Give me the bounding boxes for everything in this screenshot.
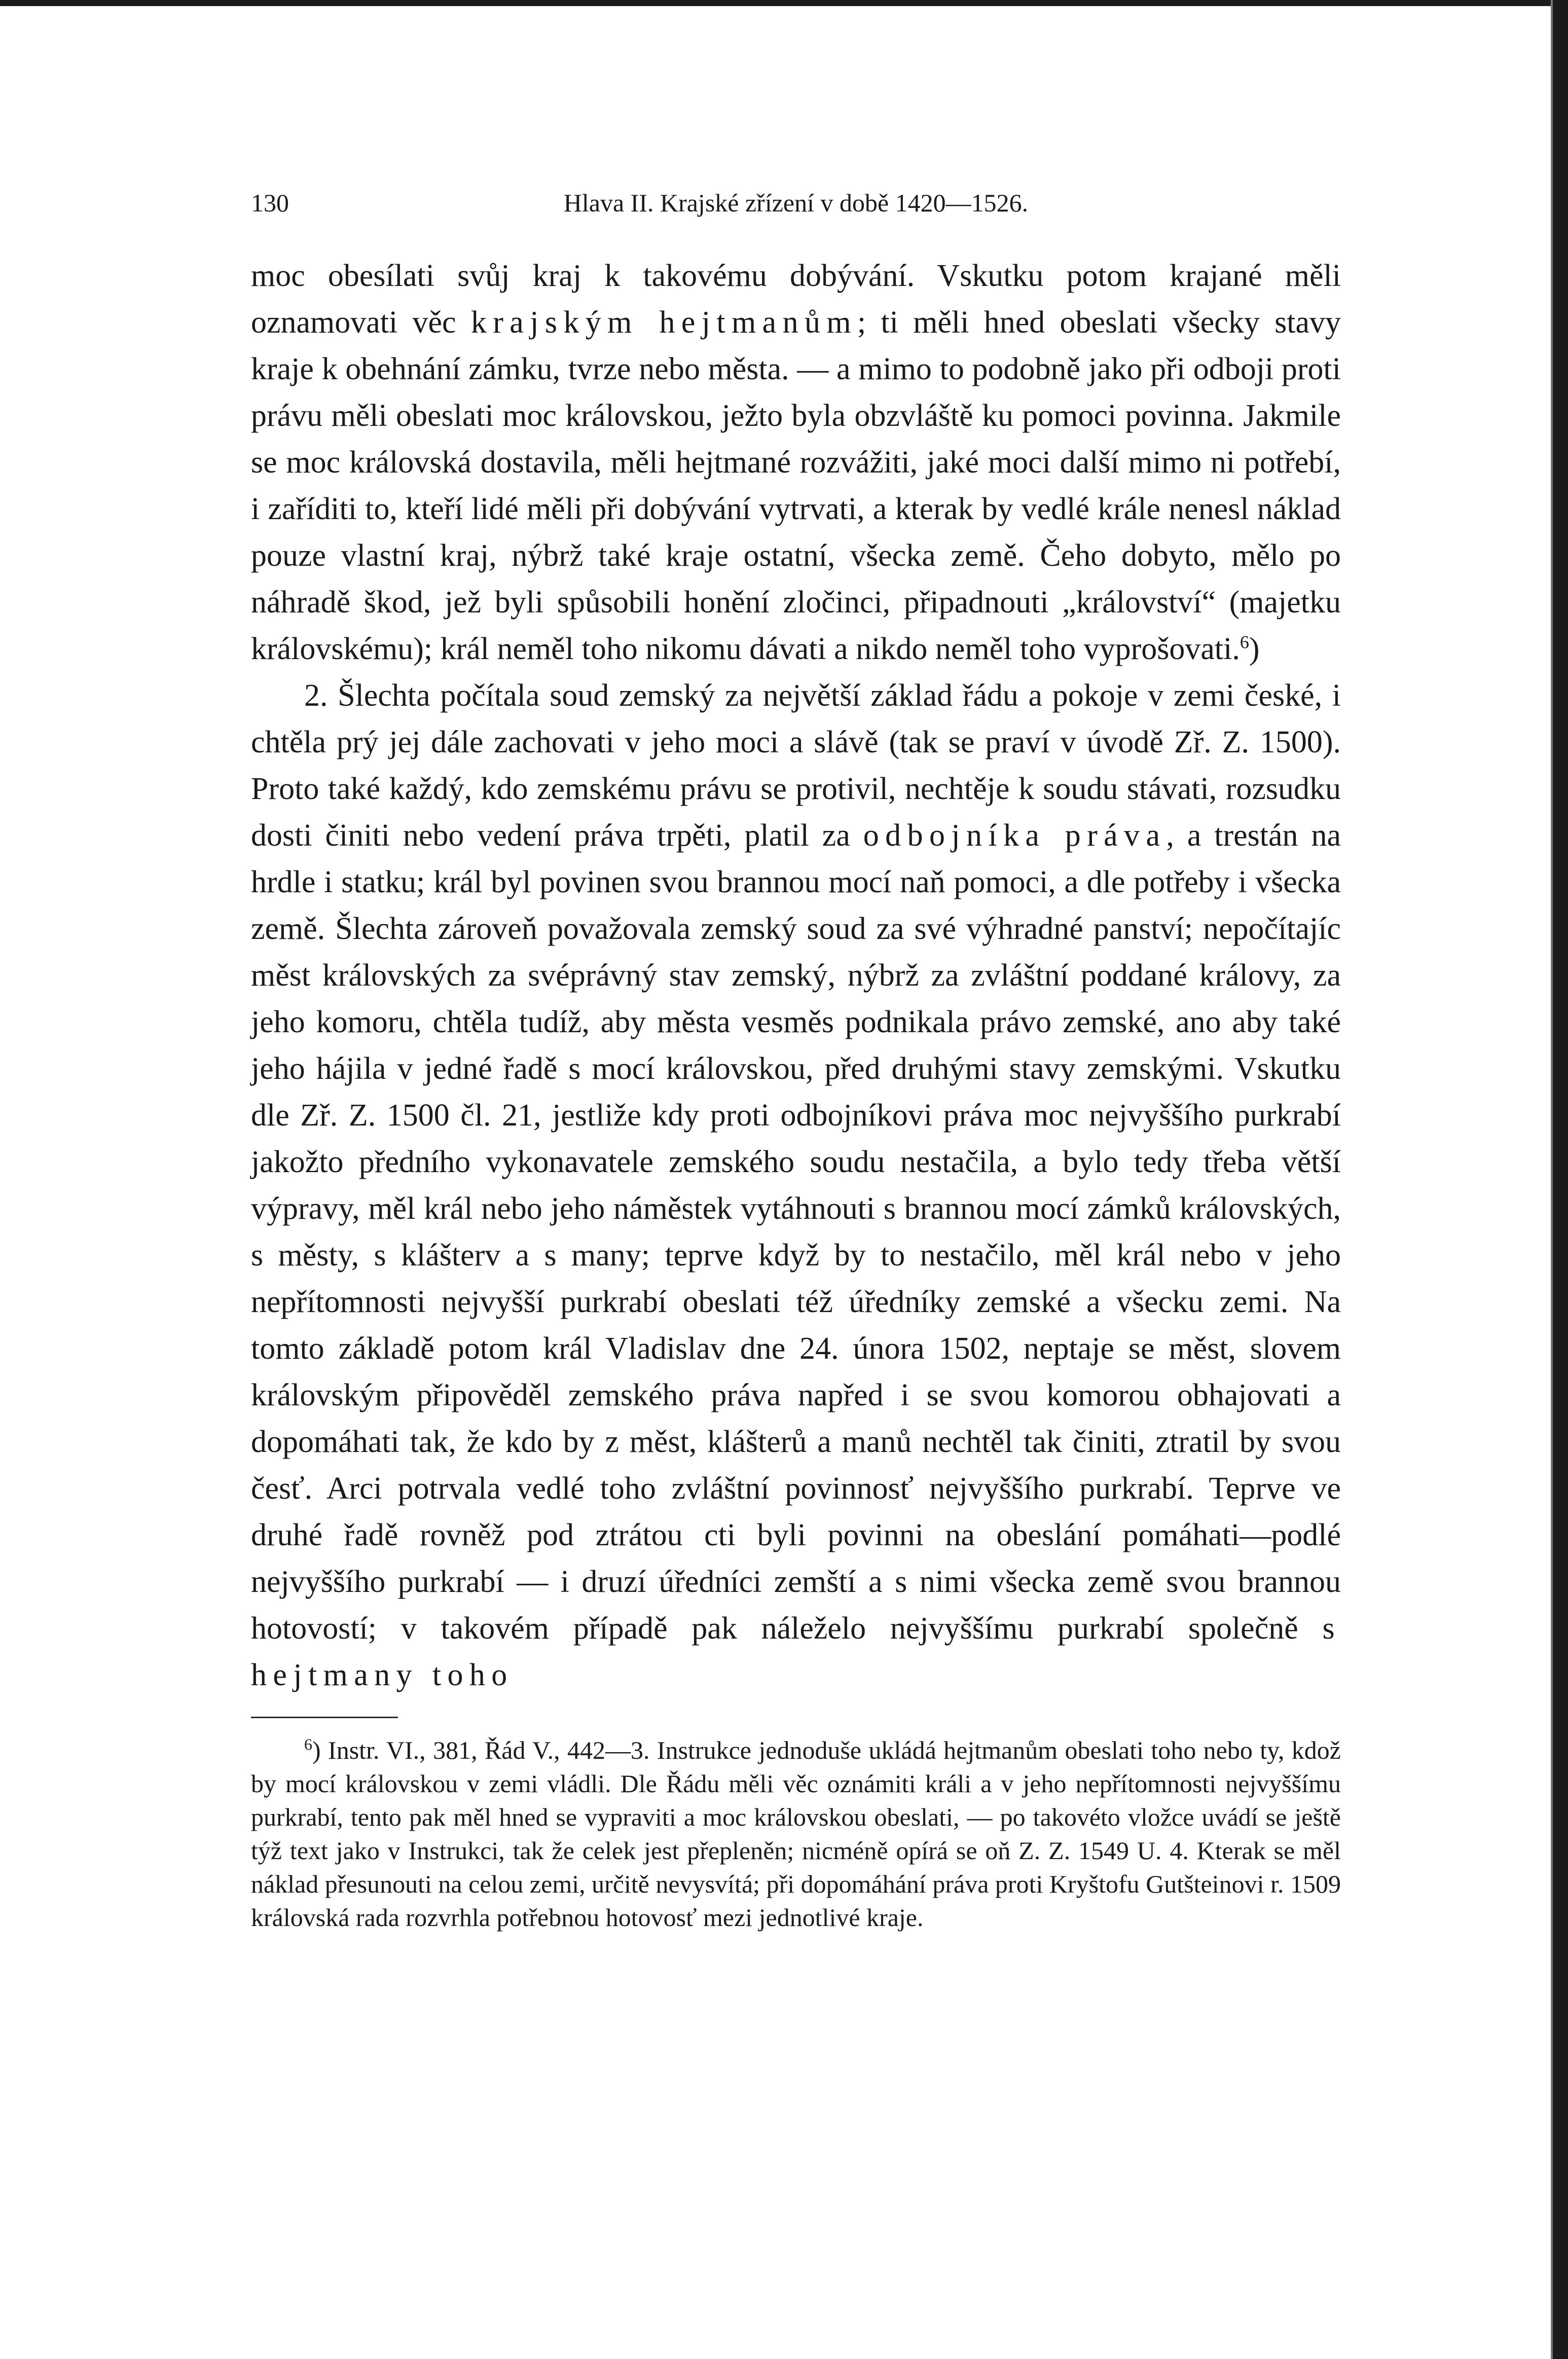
footnote-text: ) Instr. VI., 381, Řád V., 442—3. Instrukce jednoduše ukládá hejtmanům obeslati toho nebo ty, kdož by mocí královskou v zemi vládli. Dle Řádu měli věc oznámiti králi a v jeho nepřítomnosti nejvyššímu purkrabí, tento pak měl hned se vypraviti a moc královskou obeslati, — po takovéto vložce uvádí se ještě týž text jako v Instrukci, tak že celek jest přepleněn; nicméně opírá se oň Z. Z. 1549 U. 4. Kterak se měl náklad přesunouti na celou zemi, určitě nevysvítá; při dopomáhání práva proti Kryštofu Gutšteinovi r. 1509 královská rada rozvrhla potřebnou hotovosť mezi jednotlivé kraje. — [251, 1736, 1341, 1932]
running-title: Hlava II. Krajské zřízení v době 1420—1526. — [563, 189, 1029, 217]
scan-frame-top — [0, 0, 1568, 6]
paragraph-2 — [251, 672, 1341, 1698]
footnote — [251, 1733, 1341, 1934]
book-page — [251, 183, 1341, 1934]
text-run: 2. Šlechta počítala soud zemský za největší základ řádu a pokoje v zemi české, i chtěla prý jej dále zachovati v jeho moci a slávě (tak se praví v úvodě Zř. Z. 1500). Proto také každý, kdo zemskému právu se protivil, nechtěje k soudu stávati, rozsudku dosti činiti nebo vedení práva trpěti, platil za — [251, 678, 1341, 853]
footnote-reference[interactable]: 6 — [1239, 632, 1249, 652]
spaced-emphasis: krajským hejtmanům — [470, 305, 858, 340]
spaced-emphasis: s hejtmany toho — [251, 1611, 1341, 1692]
footnote-mark: 6 — [304, 1735, 312, 1754]
spaced-emphasis: odbojníka práva — [863, 818, 1166, 853]
text-run: moc obesílati svůj kraj k takovému dobývání. Vskutku potom krajané měli oznamovati věc — [251, 259, 1341, 340]
scan-frame-right — [1553, 0, 1568, 2359]
text-run: , a trestán na hrdle i statku; král byl povinen svou brannou mocí naň pomoci, a dle potřeby i všecka země. Šlechta zároveň považovala zemský soud za své výhradné panství; nepočítajíc měst královských za svéprávný stav zemský, nýbrž za zvláštní poddané královy, za jeho komoru, chtěla tudíž, aby města vesměs podnikala právo zemské, ano aby také jeho hájila v jedné řadě s mocí královskou, před druhými stavy zemskými. Vskutku dle Zř. Z. 1500 čl. 21, jestliže kdy proti odbojníkovi práva moc nejvyššího purkrabí jakožto předního vykonavatele zemského soudu nestačila, a bylo tedy třeba větší výpravy, měl král nebo jeho náměstek vytáhnouti s brannou mocí zámků královských, s městy, s klášterv a s many; teprve když by to nestačilo, měl král nebo v jeho nepřítomnosti nejvyšší purkrabí obeslati též úředníky zemské a všecku zemi. Na tomto základě potom král Vladislav dne 24. února 1502, neptaje se měst, slovem královským připověděl zemského práva napřed i se svou komorou obhajovati a dopomáhati tak, že kdo by z měst, klášterů a manů nechtěl tak činiti, ztratil by svou česť. Arci potrvala vedlé toho zvláštní povinnosť nejvyššího purkrabí. Teprve ve druhé řadě rovněž pod ztrátou cti byli povinni na obeslání pomáhati—podlé nejvyššího purkrabí — i druzí úředníci zemští a s nimi všecka země svou brannou hotovostí; v takovém případě pak náleželo nejvyššímu purkrabí společně — [251, 818, 1341, 1646]
text-run: ; ti měli hned obeslati všecky stavy kraje k obehnání zámku, tvrze nebo města. — a mimo to podobně jako při odboji proti právu měli obeslati moc královskou, ježto byla obzvláště ku pomoci povinna. Jakmile se moc královská dostavila, měli hejtmané rozvážiti, jaké moci další mimo ni potřebí, i zaříditi to, kteří lidé měli při dobývání vytrvati, a kterak by vedlé krále nenesl náklad pouze vlastní kraj, nýbrž také kraje ostatní, všecka země. Čeho dobyto, mělo po náhradě škod, jež byli spůsobili honění zločinci, připadnouti „království“ (majetku královskému); král neměl toho nikomu dávati a nikdo neměl toho vyprošovati. — [251, 305, 1341, 666]
running-head — [251, 183, 1341, 223]
paragraph-1 — [251, 252, 1341, 672]
text-run: ) — [1249, 632, 1260, 666]
main-text — [251, 252, 1341, 1698]
page-number: 130 — [251, 189, 289, 217]
footnote-divider — [251, 1717, 398, 1718]
